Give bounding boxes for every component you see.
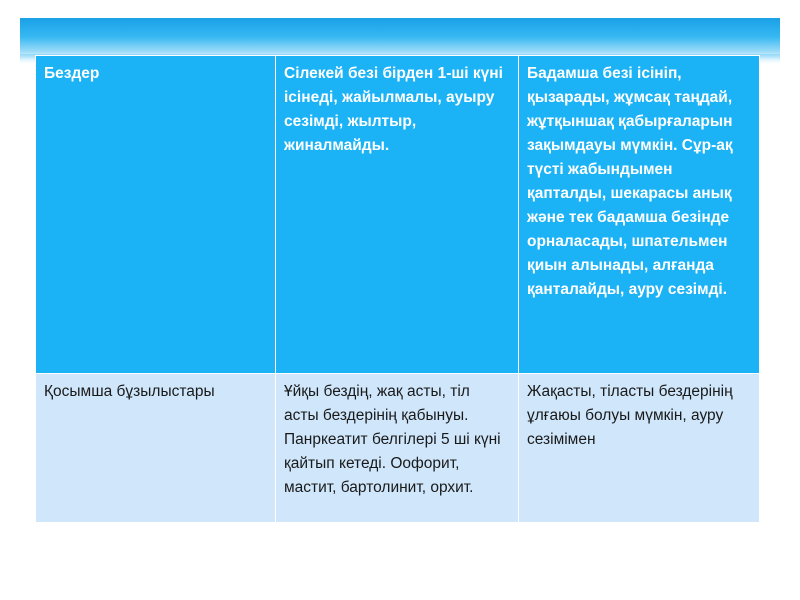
comparison-table (35, 55, 760, 523)
table-cell: Жақасты, тіласты бездерінің ұлғаюы болуы мүмкін, ауру сезімімен (519, 374, 760, 523)
table-row (36, 56, 760, 374)
table-cell-row-label: Бездер (36, 56, 276, 374)
table-cell: Сілекей безі бірден 1-ші күні ісінеді, жайылмалы, ауыру сезімді, жылтыр, жиналмайды. (276, 56, 519, 374)
table-cell: Ұйқы бездің, жақ асты, тіл асты бездерінің қабынуы. Панркеатит белгілері 5 ші күні қайтып кетеді. Оофорит, мастит, бартолинит, орхит. (276, 374, 519, 523)
table-row (36, 374, 760, 523)
table-cell: Бадамша безі ісініп, қызарады, жұмсақ таңдай, жұтқыншақ қабырғаларын зақымдауы мүмкін. Сұр-ақ түсті жабындымен қапталды, шекарасы анық және тек бадамша безінде орналасады, шпательмен қиын алынады, алғанда қанталайды, ауру сезімді. (519, 56, 760, 374)
table-cell-row-label: Қосымша бұзылыстары (36, 374, 276, 523)
